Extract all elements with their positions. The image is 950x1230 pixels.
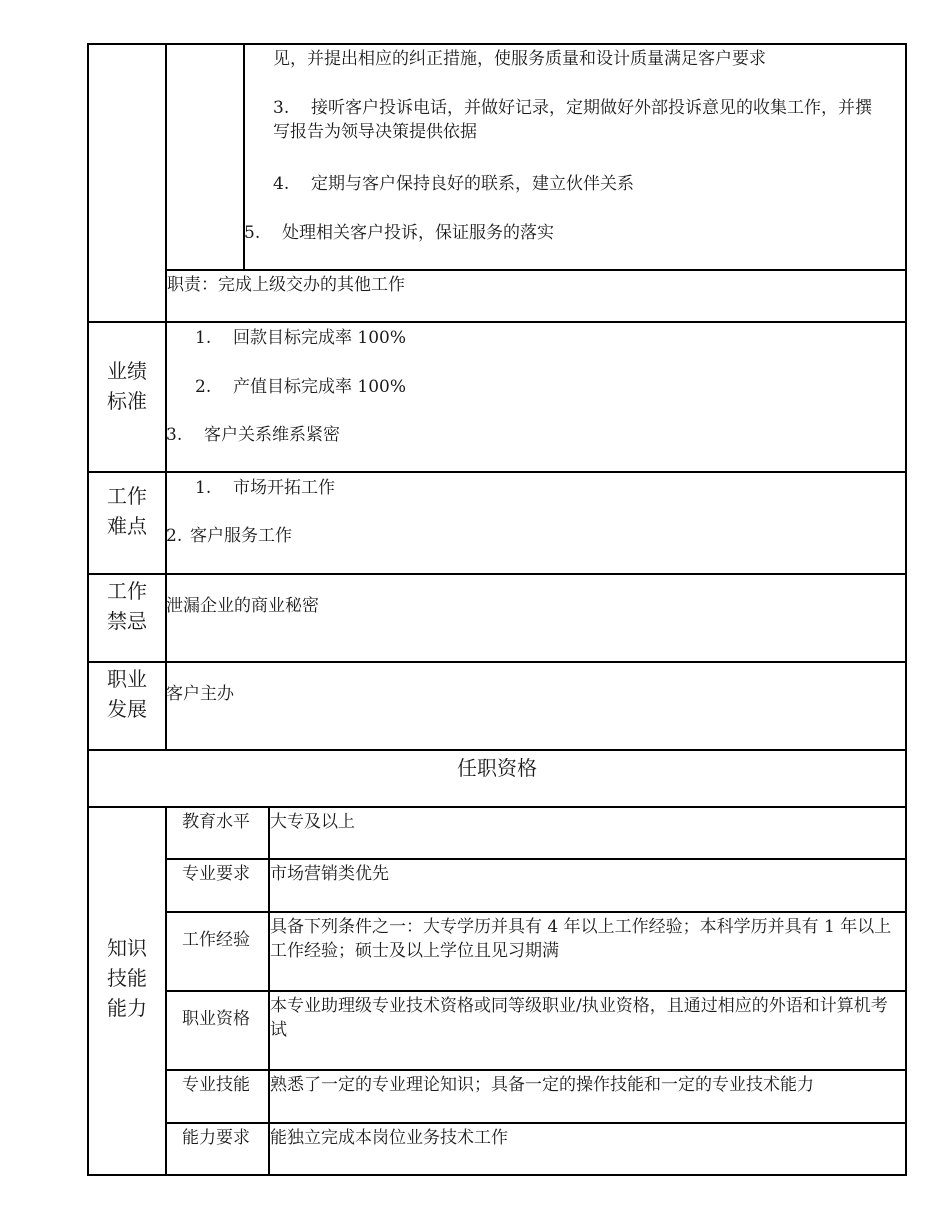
difficulty-item-1 [195,476,335,500]
qualifications-label-line1: 知识 [107,936,147,960]
duty-item-2-continuation: 见，并提出相应的纠正措施，使服务质量和设计质量满足客户要求 [273,49,766,69]
difficulty-item-2-text: 客户服务工作 [190,526,292,546]
qualifications-label [88,933,166,1023]
performance-item-1-number: 1. [195,328,212,348]
table-border-right [905,43,907,1176]
duty-item-3-text: 接听客户投诉电话，并做好记录，定期做好外部投诉意见的收集工作，并撰写报告为领导决策提供依据 [273,98,872,142]
qualifications-label-line3: 能力 [107,996,147,1020]
performance-label-line1: 业绩 [107,359,147,383]
qual-row-separator [165,858,907,860]
career-label [88,664,166,724]
duty-item-5 [244,221,554,245]
difficulty-item-1-number: 1. [195,478,212,498]
qualifications-title: 任职资格 [457,756,537,780]
table-border-top [87,43,907,45]
qual-row-name: 能力要求 [182,1128,250,1148]
row-separator [87,661,907,663]
row-separator [165,269,907,271]
career-text: 客户主办 [166,684,234,704]
qual-row-separator [165,1122,907,1124]
qual-row-name: 专业要求 [182,864,250,884]
qual-row-separator [165,1069,907,1071]
performance-item-1-text: 回款目标完成率 100% [233,328,407,348]
difficulty-label [88,481,166,541]
performance-label [88,356,166,416]
table-border-bottom [87,1174,907,1176]
duty-item-5-text: 处理相关客户投诉，保证服务的落实 [282,223,554,243]
duty-item-3 [273,96,888,144]
qual-row-name: 教育水平 [182,812,250,832]
other-duty: 职责：完成上级交办的其他工作 [167,275,405,295]
qual-row-name: 专业技能 [182,1075,250,1095]
performance-item-2 [195,375,406,399]
qual-row-value: 本专业助理级专业技术资格或同等级职业/执业资格，且通过相应的外语和计算机考试 [270,996,888,1040]
row-separator [87,573,907,575]
performance-item-1 [195,326,406,350]
performance-item-3-text: 客户关系维系紧密 [204,425,340,445]
row-separator [87,471,907,473]
duty-item-3-number: 3. [273,98,290,118]
qual-row-value: 熟悉了一定的专业理论知识；具备一定的操作技能和一定的专业技术能力 [270,1075,814,1095]
performance-label-line2: 标准 [107,389,147,413]
qual-row-name: 职业资格 [182,1009,250,1029]
duty-item-4-text: 定期与客户保持良好的联系，建立伙伴关系 [311,174,634,194]
qual-row-value: 能独立完成本岗位业务技术工作 [270,1128,508,1148]
career-label-line2: 发展 [107,697,147,721]
performance-item-2-number: 2. [195,377,212,397]
taboo-text: 泄漏企业的商业秘密 [166,596,319,616]
qual-row-separator [165,990,907,992]
performance-item-2-text: 产值目标完成率 100% [233,377,407,397]
difficulty-item-1-text: 市场开拓工作 [233,478,335,498]
qual-row-value: 具备下列条件之一：大专学历并具有 4 年以上工作经验；本科学历并具有 1 年以上工作经验；硕士及以上学位且见习期满 [270,917,892,961]
row-separator [87,806,907,808]
qual-row-name: 工作经验 [182,930,250,950]
taboo-label-line2: 禁忌 [107,609,147,633]
career-label-line1: 职业 [107,667,147,691]
row-separator [87,749,907,751]
qual-row-value: 市场营销类优先 [270,864,389,884]
taboo-label-line1: 工作 [107,579,147,603]
performance-item-3-number: 3. [166,425,183,445]
qualifications-label-line2: 技能 [107,966,147,990]
difficulty-label-line1: 工作 [107,484,147,508]
duty-item-4 [273,172,634,196]
duty-item-4-number: 4. [273,174,290,194]
performance-item-3 [166,423,340,447]
difficulty-item-2 [166,524,292,548]
difficulty-item-2-number: 2. [166,526,183,546]
taboo-label [88,576,166,636]
row-separator [87,321,907,323]
qual-row-value: 大专及以上 [270,812,355,832]
qual-row-separator [165,911,907,913]
difficulty-label-line2: 难点 [107,514,147,538]
duty-item-5-number: 5. [244,223,261,243]
